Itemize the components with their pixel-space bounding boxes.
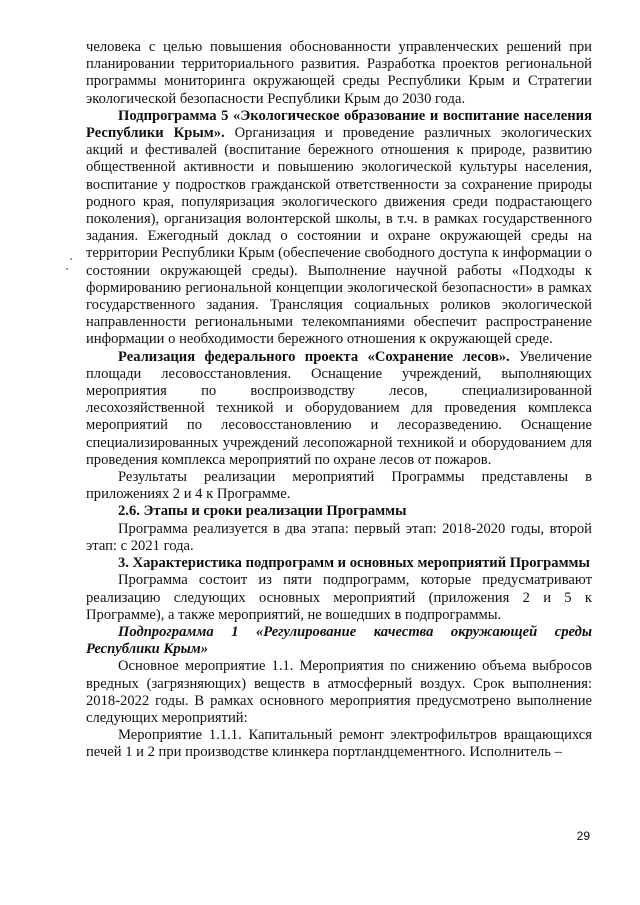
paragraph-stages — [86, 521, 592, 555]
paragraph-text: человека с целью повышения обоснованности управленческих решений при планировании территориального развития. Разработка проектов региональной программы мониторинга окружающей среды Республики Крым и Стратегии экологической безопасности Республики Крым до 2030 года. — [86, 39, 592, 107]
paragraph-activity-1-1-1 — [86, 727, 592, 761]
federal-project-title: Реализация федерального проекта «Сохранение лесов». — [118, 348, 510, 365]
paragraph-continuation — [86, 39, 592, 108]
document-body — [86, 39, 592, 762]
paragraph-main-activity-1-1 — [86, 658, 592, 727]
paragraph-results — [86, 469, 592, 503]
section-heading-3: 3. Характеристика подпрограмм и основных мероприятий Программы — [118, 555, 590, 572]
paragraph-subprogram-1 — [86, 624, 592, 658]
scan-speck — [70, 258, 72, 260]
paragraph-program-structure — [86, 572, 592, 624]
scan-speck — [66, 268, 68, 270]
paragraph-text: Программа состоит из пяти подпрограмм, которые предусматривают реализацию следующих основных мероприятий (приложения 2 и 5 к Программе), а также мероприятий, не вошедших в подпрограммы. — [86, 572, 592, 623]
page-number: 29 — [576, 829, 590, 843]
paragraph-subprogram-5 — [86, 108, 592, 349]
section-heading-2-6: 2.6. Этапы и сроки реализации Программы — [118, 503, 407, 520]
paragraph-text: Программа реализуется в два этапа: первый этап: 2018-2020 годы, второй этап: с 2021 года. — [86, 520, 592, 554]
subprogram-5-title: Подпрограмма 5 «Экологическое образование и воспитание населения Республики Крым». — [86, 107, 592, 142]
paragraph-text: Мероприятие 1.1.1. Капитальный ремонт электрофильтров вращающихся печей 1 и 2 при производстве клинкера портландцементного. Исполнитель – — [86, 727, 592, 761]
paragraph-text: Основное мероприятие 1.1. Мероприятия по снижению объема выбросов вредных (загрязняющих) веществ в атмосферный воздух. Срок выполнения: 2018-2022 годы. В рамках основного мероприятия предусмотрено выполнение следующих мероприятий: — [86, 658, 592, 726]
paragraph-federal-project — [86, 349, 592, 469]
paragraph-text: Организация и проведение различных экологических акций и фестивалей (воспитание бережного отношения к природе, развитию общественной активности и повышению экологической культуры населения, воспитание у подростков гражданской ответственности за сохранение природы родного края, популяризация экологического движения среди подрастающего поколения), организация волонтерской школы, в т.ч. в рамках государственного задания. Ежегодный доклад о состоянии и охране окружающей среды на территории Республики Крым (обеспечение свободного доступа к информации о состоянии окружающей среды). Выполнение научной работы «Подходы к формированию региональной концепции экологической безопасности» в рамках государственного задания. Трансляция социальных роликов экологической направленности региональными телекомпаниями обеспечит распространение информации о необходимости бережного отношения к окружающей среде. — [86, 125, 592, 348]
subprogram-1-title: Подпрограмма 1 «Регулирование качества окружающей среды Республики Крым» — [86, 623, 592, 658]
paragraph-text: Увеличение площади лесовосстановления. Оснащение учреждений, выполняющих мероприятия по воспроизводству лесов, специализированной лесохозяйственной техникой и оборудованием для проведения комплекса мероприятий по лесовосстановлению и лесоразведению. Оснащение специализированных учреждений лесопожарной техникой и оборудованием для проведения комплекса мероприятий по охране лесов от пожаров. — [86, 348, 593, 468]
paragraph-text: Результаты реализации мероприятий Программы представлены в приложениях 2 и 4 к Программе. — [86, 469, 592, 503]
